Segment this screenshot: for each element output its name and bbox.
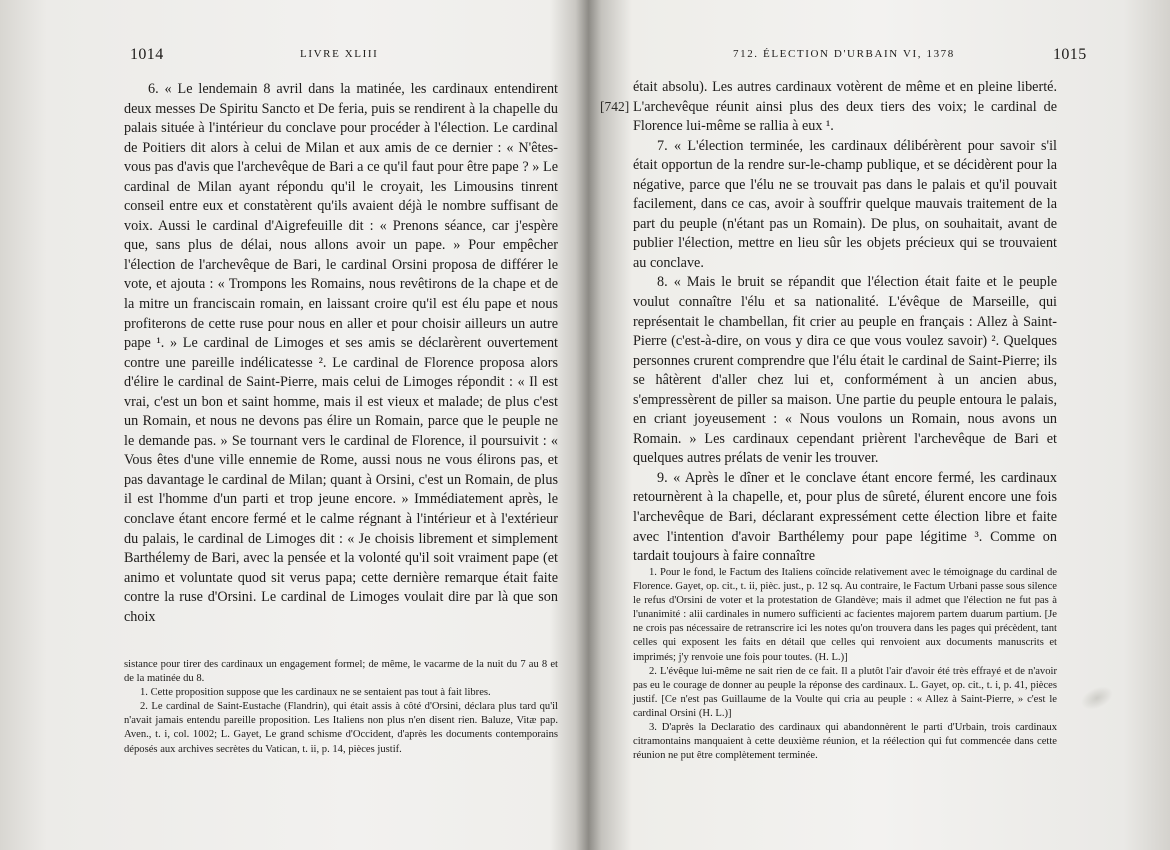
left-page-header xyxy=(130,46,560,66)
left-page-body xyxy=(124,80,558,635)
right-page-header xyxy=(633,46,1087,66)
paragraph: était absolu). Les autres cardinaux votèrent de même et en pleine liberté. L'archevêque réunit ainsi plus des deux tiers des voix; le cardinal de Florence lui-même se rallia à eux ¹. xyxy=(633,79,1057,135)
footnote: 1. Pour le fond, le Factum des Italiens coïncide relativement avec le témoignage du cardinal de Florence. Gayet, op. cit., t. ii, pièc. just., p. 12 sq. Au contraire, le Factum Urbani passe sous silence le refus d'Orsini de voter et la protestation de Glandève; mais il admet que l'élection ne fut pas à l'unanimité : alii cardinales in numero sufficienti ac facientes majorem partem duarum partium. [Je ne crois pas nécessaire de retranscrire ici les notes qu'on trouvera dans les pages qui précèdent, tant celles qui exposent les faits en détail que celles qui renvoient aux documents manuscrits et imprimés; j'y renvoie une fois pour toutes. (H. L.)] xyxy=(633,567,1057,663)
page-number: 1014 xyxy=(130,46,164,63)
left-page-footnotes xyxy=(124,658,558,798)
footnote: 2. Le cardinal de Saint-Eustache (Flandrin), qui était assis à côté d'Orsini, déclara plus tard qu'il n'avait jamais entendu pareille proposition. Les Italiens non plus n'en disent rien. Baluze, Vitæ pap. Aven., t. i, col. 1002; L. Gayet, Le grand schisme d'Occident, d'après les documents contemporains déposés aux archives secrètes du Vatican, t. ii, p. 14, pièces justif. xyxy=(124,701,558,755)
right-page-footnotes xyxy=(633,566,1057,806)
paragraph: 8. « Mais le bruit se répandit que l'élection était faite et le peuple voulut connaître l'élu et sa nationalité. L'évêque de Marseille, qui représentait le chambellan, fit crier au peuple en français : Allez à Saint-Pierre (c'est-à-dire, on vous y dira ce que vous voulez savoir) ². Quelques personnes crurent comprendre que l'élu était le cardinal de Saint-Pierre; ils se hâtèrent d'aller chez lui et, conformément à un ancien abus, s'empressèrent de piller sa maison. Une partie du peuple entoura le palais, en criant joyeusement : « Nous voulons un Romain, nous avons un Romain. » Les cardinaux cependant prièrent l'archevêque de Bari et quelques autres prélats de venir les trouver. xyxy=(633,274,1057,467)
running-head: LIVRE XLIII xyxy=(300,48,379,60)
right-page xyxy=(585,0,1170,850)
paragraph: 7. « L'élection terminée, les cardinaux délibérèrent pour savoir s'il était opportun de la rendre sur-le-champ publique, et se décidèrent pour la négative, parce que l'élu ne se trouvait pas dans le palais et qu'il pouvait facilement, dans ce cas, avoir à souffrir quelque mauvais traitement de la part du peuple (n'étant pas un Romain). De plus, on souhaitait, avant de publier l'élection, mettre en lieu sûr les objets précieux qui se trouvaient au conclave. xyxy=(633,137,1057,271)
page-number: 1015 xyxy=(1053,46,1087,63)
right-page-body xyxy=(633,78,1057,565)
paragraph: 9. « Après le dîner et le conclave étant encore fermé, les cardinaux retournèrent à la chapelle, et, pour plus de sûreté, élurent encore une fois l'archevêque de Bari, déclarant expressément cette élection libre et faite avec l'intention d'avoir Barthélemy pour pape légitime ³. Comme on tardait toujours à faire connaître xyxy=(633,469,1057,565)
ink-smudge xyxy=(1077,682,1116,714)
running-head: 712. ÉLECTION D'URBAIN VI, 1378 xyxy=(733,48,955,60)
footnote: 3. D'après la Declaratio des cardinaux qui abandonnèrent le parti d'Urbain, trois cardinaux citramontains manquaient à cette deuxième réunion, et la réélection qui fut commencée dans cette réunion ne put être complètement terminée. xyxy=(633,722,1057,762)
footnote: 2. L'évêque lui-même ne sait rien de ce fait. Il a plutôt l'air d'avoir été très effrayé et de n'avoir pas eu le courage de donner au peuple la réponse des cardinaux. L. Gayet, op. cit., t. i, p. 41, pièces justif. [Ce n'est pas Guillaume de la Voulte qui cria au peuple : « Allez à Saint-Pierre, » c'est le cardinal Orsini (H. L.)] xyxy=(633,665,1057,719)
footnote: sistance pour tirer des cardinaux un engagement formel; de même, le vacarme de la nuit du 7 au 8 et de la matinée du 8. xyxy=(124,659,558,685)
margin-page-reference: [742] xyxy=(600,99,630,114)
paragraph: 6. « Le lendemain 8 avril dans la matinée, les cardinaux entendirent deux messes De Spiritu Sancto et De feria, puis se rendirent à la chapelle du palais située à l'intérieur du conclave pour procéder à l'élection. Le cardinal de Poitiers dit alors à celui de Milan et aux amis de ce dernier : « N'êtes-vous pas d'avis que l'archevêque de Bari a ce qu'il faut pour être pape ? » Le cardinal de Milan ayant répondu qu'il le croyait, les Limousins tinrent conseil entre eux et constatèrent qu'ils avaient déjà le nombre suffisant de voix. Aussi le cardinal d'Aigrefeuille dit : « Prenons séance, car j'espère que, sans plus de délai, nous allons avoir un pape. » Pour empêcher l'élection de l'archevêque de Bari, le cardinal Orsini proposa de différer le vote, et ajouta : « Trompons les Romains, nous revêtirons de la chape et de la mitre un franciscain romain, en laissant croire qu'il est élu pape et nous profiterons de cette ruse pour nous en aller et pour choisir ailleurs un autre pape ¹. » Le cardinal de Limoges et ses amis se déclarèrent ouvertement contre une pareille indélicatesse ². Le cardinal de Florence proposa alors d'élire le cardinal de Saint-Pierre, mais celui de Limoges répondit : « Il est vrai, c'est un bon et saint homme, mais il est vieux et malade; de plus c'est un Romain, et nous ne devons pas élire un Romain, parce que le peuple ne le demande pas. » Se tournant vers le cardinal de Florence, il poursuivit : « Vous êtes d'une ville ennemie de Rome, aussi nous ne vous élirons pas, et pas davantage le cardinal de Milan; quant à Orsini, c'est un Romain, de plus il est l'homme d'un parti et trop jeune encore. » Immédiatement après, le conclave étant encore fermé et le calme régnant à l'intérieur et à l'extérieur du palais, le cardinal de Limoges dit : « Je choisis librement et simplement Barthélemy de Bari, avec la pensée et la volonté qu'il soit vraiment pape (et animo et voluntate quod sit verus papa; cette dernière remarque était faite contre la ruse d'Orsini. Le cardinal de Limoges voulait dire par là que son choix xyxy=(124,81,558,625)
footnote: 1. Cette proposition suppose que les cardinaux ne se sentaient pas tout à fait libres. xyxy=(140,687,491,699)
